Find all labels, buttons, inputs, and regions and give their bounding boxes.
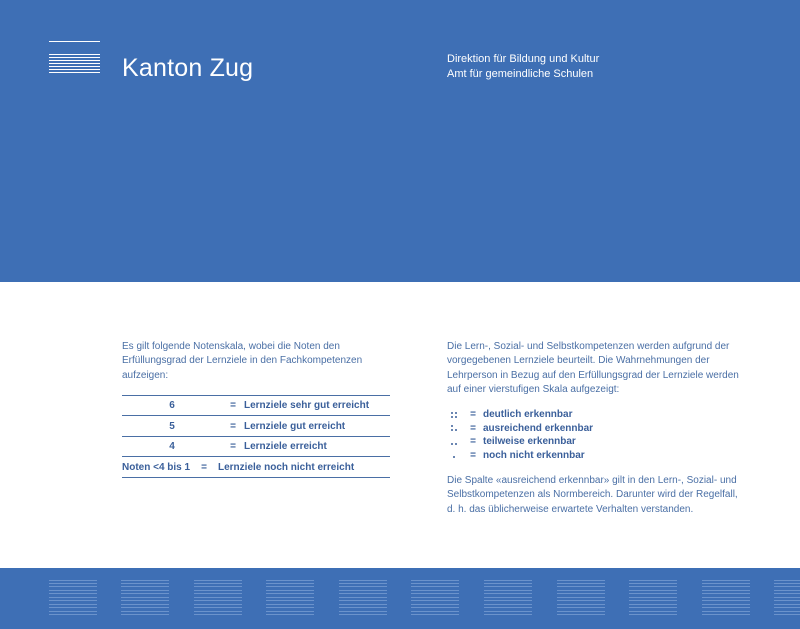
scale-row <box>447 435 747 449</box>
one-dot-icon <box>449 451 461 459</box>
competence-intro-text: Die Lern-, Sozial- und Selbstkompetenzen werden aufgrund der vorgegebenen Lernziele beurteilt. Die Wahrnehmungen der Lehrperson in Bezug auf den Erfüllungsgrad der Lernziele werden auf einer vierstufigen Skala aufgezeigt: <box>447 341 739 395</box>
grade-value: 4 <box>169 441 175 453</box>
grade-description: Lernziele sehr gut erreicht <box>244 400 370 412</box>
equals-sign: = <box>470 436 476 448</box>
department-line: Direktion für Bildung und Kultur <box>447 53 600 65</box>
three-dots-icon <box>449 424 461 432</box>
grade-description: Lernziele gut erreicht <box>244 420 346 432</box>
four-dots-icon <box>449 411 461 419</box>
footer-lines-icon <box>121 580 169 616</box>
grade-row <box>122 437 390 458</box>
footer-lines-icon <box>484 580 532 616</box>
grade-description: Lernziele noch nicht erreicht <box>218 461 355 473</box>
equals-sign: = <box>230 400 236 412</box>
grade-row <box>122 457 390 478</box>
footer-lines-icon <box>339 580 387 616</box>
scale-row <box>447 449 747 463</box>
footer-lines-icon <box>411 580 459 616</box>
competence-scale-list <box>447 408 747 462</box>
footer-lines-icon <box>557 580 605 616</box>
competence-closing-text: Die Spalte «ausreichend erkennbar» gilt in den Lern-, Sozial- und Selbstkompetenzen als Normbereich. Darunter wird der Regelfall, d. h. das üblicherweise erwartete Verhalten verstanden. <box>447 475 738 515</box>
footer-lines-icon <box>49 580 97 616</box>
grade-row <box>122 396 390 417</box>
equals-sign: = <box>470 449 476 461</box>
equals-sign: = <box>230 441 236 453</box>
footer-lines-icon <box>702 580 750 616</box>
equals-sign: = <box>201 461 207 473</box>
header-banner <box>0 0 800 282</box>
grade-scale-section <box>122 340 390 478</box>
equals-sign: = <box>470 409 476 421</box>
footer-lines-icon <box>774 580 800 616</box>
grade-value: 5 <box>169 420 175 432</box>
scale-description: noch nicht erkennbar <box>483 449 585 461</box>
canton-name: Kanton Zug <box>122 54 254 82</box>
canton-logo-icon <box>49 41 100 75</box>
footer-lines-icon <box>629 580 677 616</box>
footer-band <box>0 568 800 629</box>
grade-row <box>122 416 390 437</box>
grade-table <box>122 395 390 478</box>
scale-description: deutlich erkennbar <box>483 409 573 421</box>
footer-lines-icon <box>266 580 314 616</box>
footer-lines-icon <box>194 580 242 616</box>
grade-intro-text: Es gilt folgende Notenskala, wobei die Noten den Erfüllungsgrad der Lernziele in den Fachkompetenzen aufzeigen: <box>122 341 363 381</box>
scale-description: ausreichend erkennbar <box>483 422 594 434</box>
scale-row <box>447 408 747 422</box>
competence-scale-section <box>447 340 747 517</box>
office-line: Amt für gemeindliche Schulen <box>447 68 594 80</box>
grade-value: 6 <box>169 400 175 412</box>
department-info <box>447 52 599 82</box>
scale-description: teilweise erkennbar <box>483 436 576 448</box>
two-dots-icon <box>449 438 461 446</box>
equals-sign: = <box>230 420 236 432</box>
grade-value: Noten <4 bis 1 <box>122 461 191 473</box>
scale-row <box>447 422 747 436</box>
equals-sign: = <box>470 422 476 434</box>
grade-description: Lernziele erreicht <box>244 441 327 453</box>
